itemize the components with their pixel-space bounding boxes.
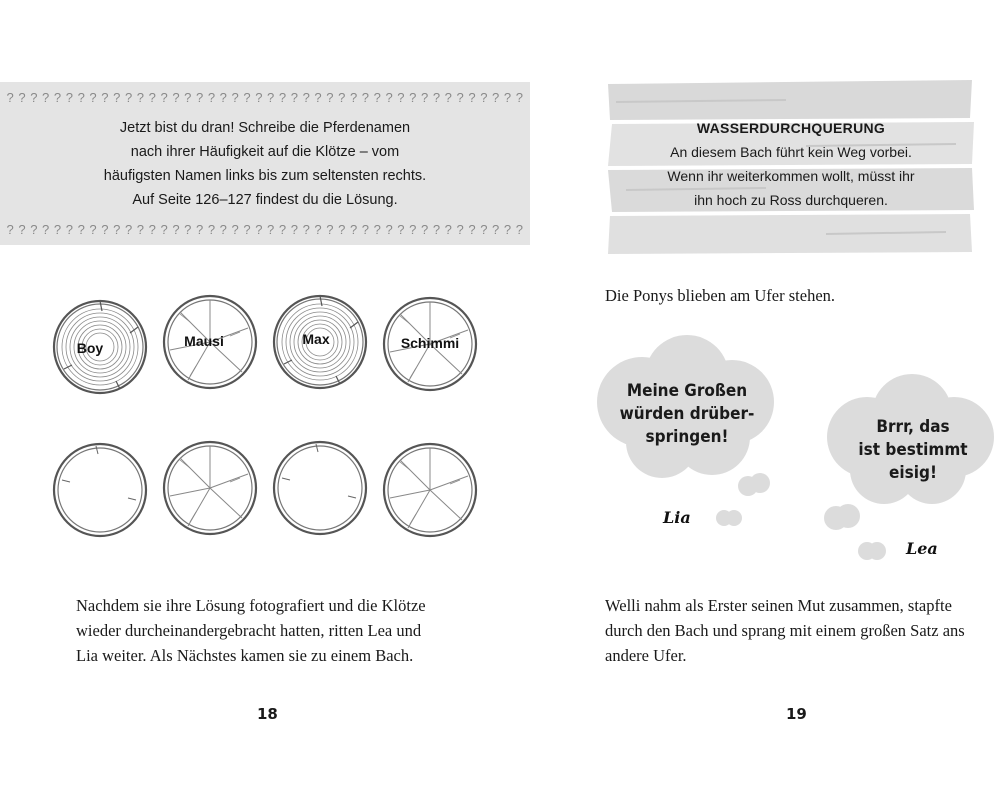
- question-marks-top: ? ? ? ? ? ? ? ? ? ? ? ? ? ? ? ? ? ? ? ? ? ? ? ? ? ? ? ? ? ? ? ? ? ? ? ? ? ? ? ? ? ? ? ?: [6, 90, 524, 105]
- instruction-line: häufigsten Namen links bis zum seltensten rechts.: [103, 168, 427, 184]
- thought-dot-lia-2: [714, 506, 744, 530]
- bubble-line: Brrr, das: [876, 417, 950, 437]
- bubble-line: würden drüber-: [619, 404, 755, 424]
- instruction-text: [0, 116, 530, 212]
- bubble-line: eisig!: [889, 463, 937, 483]
- body-line: Nachdem sie ihre Lösung fotografiert und die Klötze: [76, 596, 426, 615]
- page-number-left: 18: [257, 705, 278, 723]
- instruction-line: Jetzt bist du dran! Schreibe die Pferdenamen: [119, 120, 411, 136]
- instruction-line: Auf Seite 126–127 findest du die Lösung.: [132, 192, 398, 208]
- speaker-lia: Lia: [663, 508, 691, 527]
- bubble-text-lia: [612, 380, 762, 449]
- body-line: andere Ufer.: [605, 646, 687, 665]
- stump-label-mausi: Mausi: [184, 333, 224, 349]
- empty-stump-1[interactable]: [50, 440, 150, 540]
- left-body-text: [76, 593, 476, 668]
- intro-text: Die Ponys blieben am Ufer stehen.: [605, 286, 836, 305]
- thought-dot-lia-1: [736, 470, 772, 500]
- bubble-line: ist bestimmt: [858, 440, 968, 460]
- board-line: An diesem Bach führt kein Weg vorbei.: [670, 144, 912, 160]
- body-line: wieder durcheinandergebracht hatten, ritten Lea und: [76, 621, 422, 640]
- body-line: durch den Bach und sprang mit einem großen Satz ans: [605, 621, 965, 640]
- stump-label-boy: Boy: [76, 340, 104, 356]
- stump-label-max: Max: [302, 331, 330, 347]
- board-line: Wenn ihr weiterkommen wollt, müsst ihr: [667, 168, 915, 184]
- empty-stump-3[interactable]: [270, 438, 370, 538]
- stump-label-schimmi: Schimmi: [400, 335, 460, 351]
- empty-stump-2[interactable]: [160, 438, 260, 538]
- instruction-line: nach ihrer Häufigkeit auf die Klötze – vom: [130, 144, 400, 160]
- body-line: Lia weiter. Als Nächstes kamen sie zu einem Bach.: [76, 646, 414, 665]
- speaker-lea: Lea: [906, 539, 938, 558]
- thought-dot-lea-1: [822, 500, 862, 534]
- page-number-right: 19: [786, 705, 807, 723]
- board-title: WASSERDURCHQUERUNG: [696, 120, 886, 136]
- body-line: Welli nahm als Erster seinen Mut zusammen, stapfte: [605, 596, 952, 615]
- thought-dot-lea-2: [856, 538, 888, 564]
- bubble-line: springen!: [645, 427, 729, 447]
- bubble-text-lea: [838, 416, 988, 485]
- bubble-line: Meine Großen: [626, 381, 748, 401]
- question-marks-bottom: ? ? ? ? ? ? ? ? ? ? ? ? ? ? ? ? ? ? ? ? ? ? ? ? ? ? ? ? ? ? ? ? ? ? ? ? ? ? ? ? ? ? ? ?: [6, 222, 524, 237]
- board-text: [606, 116, 976, 212]
- board-line: ihn hoch zu Ross durchqueren.: [694, 192, 888, 208]
- right-body-text: [605, 593, 985, 668]
- empty-stump-4[interactable]: [380, 440, 480, 540]
